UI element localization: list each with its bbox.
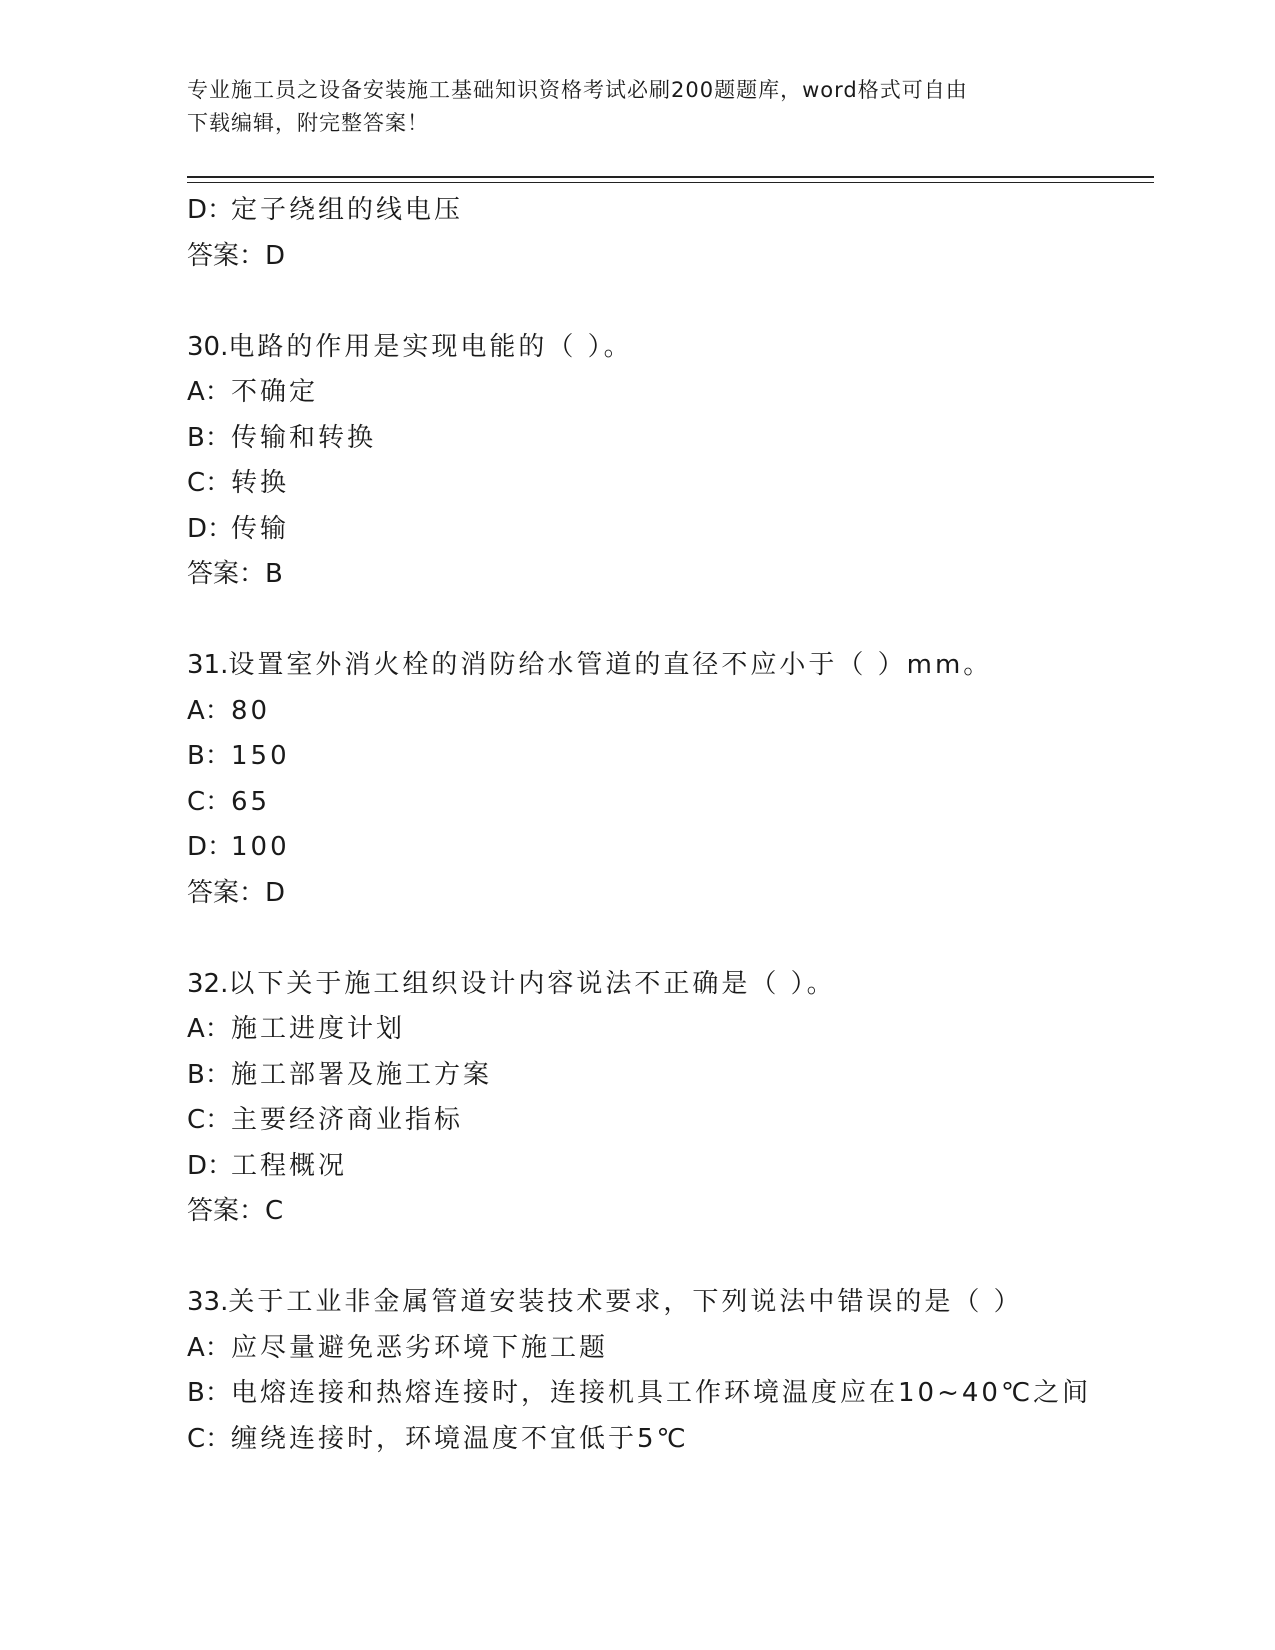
header-divider-thick [187, 176, 1154, 178]
option-text: 定子绕组的线电压 [231, 195, 464, 225]
option-row [187, 734, 1154, 780]
answer-label: 答案： [187, 559, 266, 589]
option-text: 不确定 [231, 377, 319, 407]
option-letter: B： [187, 1059, 231, 1090]
question-stem [187, 643, 1154, 689]
answer-label: 答案： [187, 877, 266, 908]
option-letter: B： [187, 741, 231, 771]
option-text: 施工进度计划 [231, 1014, 406, 1044]
header-divider-thin [187, 182, 1154, 183]
option-text: 应尽量避免恶劣环境下施工题 [231, 1332, 609, 1363]
answer-row [187, 552, 1154, 598]
option-row [187, 1053, 1154, 1099]
option-row [187, 1098, 1154, 1144]
option-letter: D： [187, 1150, 234, 1181]
option-row [187, 461, 1154, 507]
option-row [187, 1417, 1154, 1463]
option-letter: A： [187, 1332, 231, 1363]
spacer [187, 1235, 1154, 1281]
option-row [187, 1144, 1154, 1190]
option-text: 施工部署及施工方案 [231, 1059, 493, 1090]
spacer [187, 598, 1154, 644]
option-row [187, 1326, 1154, 1372]
option-text: 传输 [231, 513, 290, 544]
question-number: 33. [187, 1287, 229, 1317]
question-number: 31. [187, 650, 229, 680]
option-letter: A： [187, 1014, 231, 1044]
question-number: 30. [187, 331, 229, 362]
option-text: 转换 [231, 468, 290, 498]
option-row [187, 1007, 1154, 1053]
option-row [187, 780, 1154, 826]
header-line-1: 专业施工员之设备安装施工基础知识资格考试必刷200题题库，word格式可自由 [187, 78, 968, 102]
option-text: 65 [231, 786, 271, 817]
question-text: 关于工业非金属管道安装技术要求，下列说法中错误的是（ ） [228, 1287, 1023, 1317]
option-text: 缠绕连接时，环境温度不宜低于5℃ [231, 1423, 689, 1454]
option-text: 工程概况 [231, 1150, 348, 1181]
answer-row [187, 234, 1154, 280]
option-row [187, 370, 1154, 416]
option-text: 150 [231, 741, 290, 771]
option-letter: B： [187, 422, 231, 453]
answer-value: D [265, 877, 286, 908]
answer-row [187, 1189, 1154, 1235]
option-letter: A： [187, 377, 231, 407]
option-row [187, 1371, 1154, 1417]
option-letter: A： [187, 695, 231, 726]
question-text: 电路的作用是实现电能的（ ）。 [228, 331, 633, 362]
option-text: 传输和转换 [231, 422, 377, 453]
option-letter: D： [187, 195, 234, 225]
option-row [187, 689, 1154, 735]
question-list [187, 188, 1154, 1462]
option-letter: C： [187, 786, 232, 817]
answer-value: D [265, 240, 286, 271]
option-text: 电熔连接和热熔连接时，连接机具工作环境温度应在10~40℃之间 [231, 1378, 1092, 1408]
option-row [187, 188, 1154, 234]
question-text: 设置室外消火栓的消防给水管道的直径不应小于（ ）mm。 [228, 650, 993, 680]
question-number: 32. [187, 968, 229, 999]
option-letter: D： [187, 832, 234, 862]
question-stem [187, 325, 1154, 371]
answer-label: 答案： [187, 240, 266, 271]
option-text: 主要经济商业指标 [231, 1105, 464, 1135]
question-text: 以下关于施工组织设计内容说法不正确是（ ）。 [228, 968, 836, 999]
option-text: 80 [231, 695, 271, 726]
option-row [187, 825, 1154, 871]
answer-value: C [265, 1196, 284, 1226]
header-line-2: 下载编辑，附完整答案！ [187, 111, 429, 135]
answer-value: B [265, 559, 283, 589]
option-row [187, 507, 1154, 553]
option-letter: C： [187, 1423, 232, 1454]
option-text: 100 [231, 832, 290, 862]
question-stem [187, 1280, 1154, 1326]
option-letter: C： [187, 1105, 232, 1135]
option-letter: D： [187, 513, 234, 544]
spacer [187, 916, 1154, 962]
spacer [187, 279, 1154, 325]
option-row [187, 416, 1154, 462]
option-letter: B： [187, 1378, 231, 1408]
document-header [187, 74, 1087, 140]
option-letter: C： [187, 468, 232, 498]
question-stem [187, 962, 1154, 1008]
answer-label: 答案： [187, 1196, 266, 1226]
answer-row [187, 871, 1154, 917]
